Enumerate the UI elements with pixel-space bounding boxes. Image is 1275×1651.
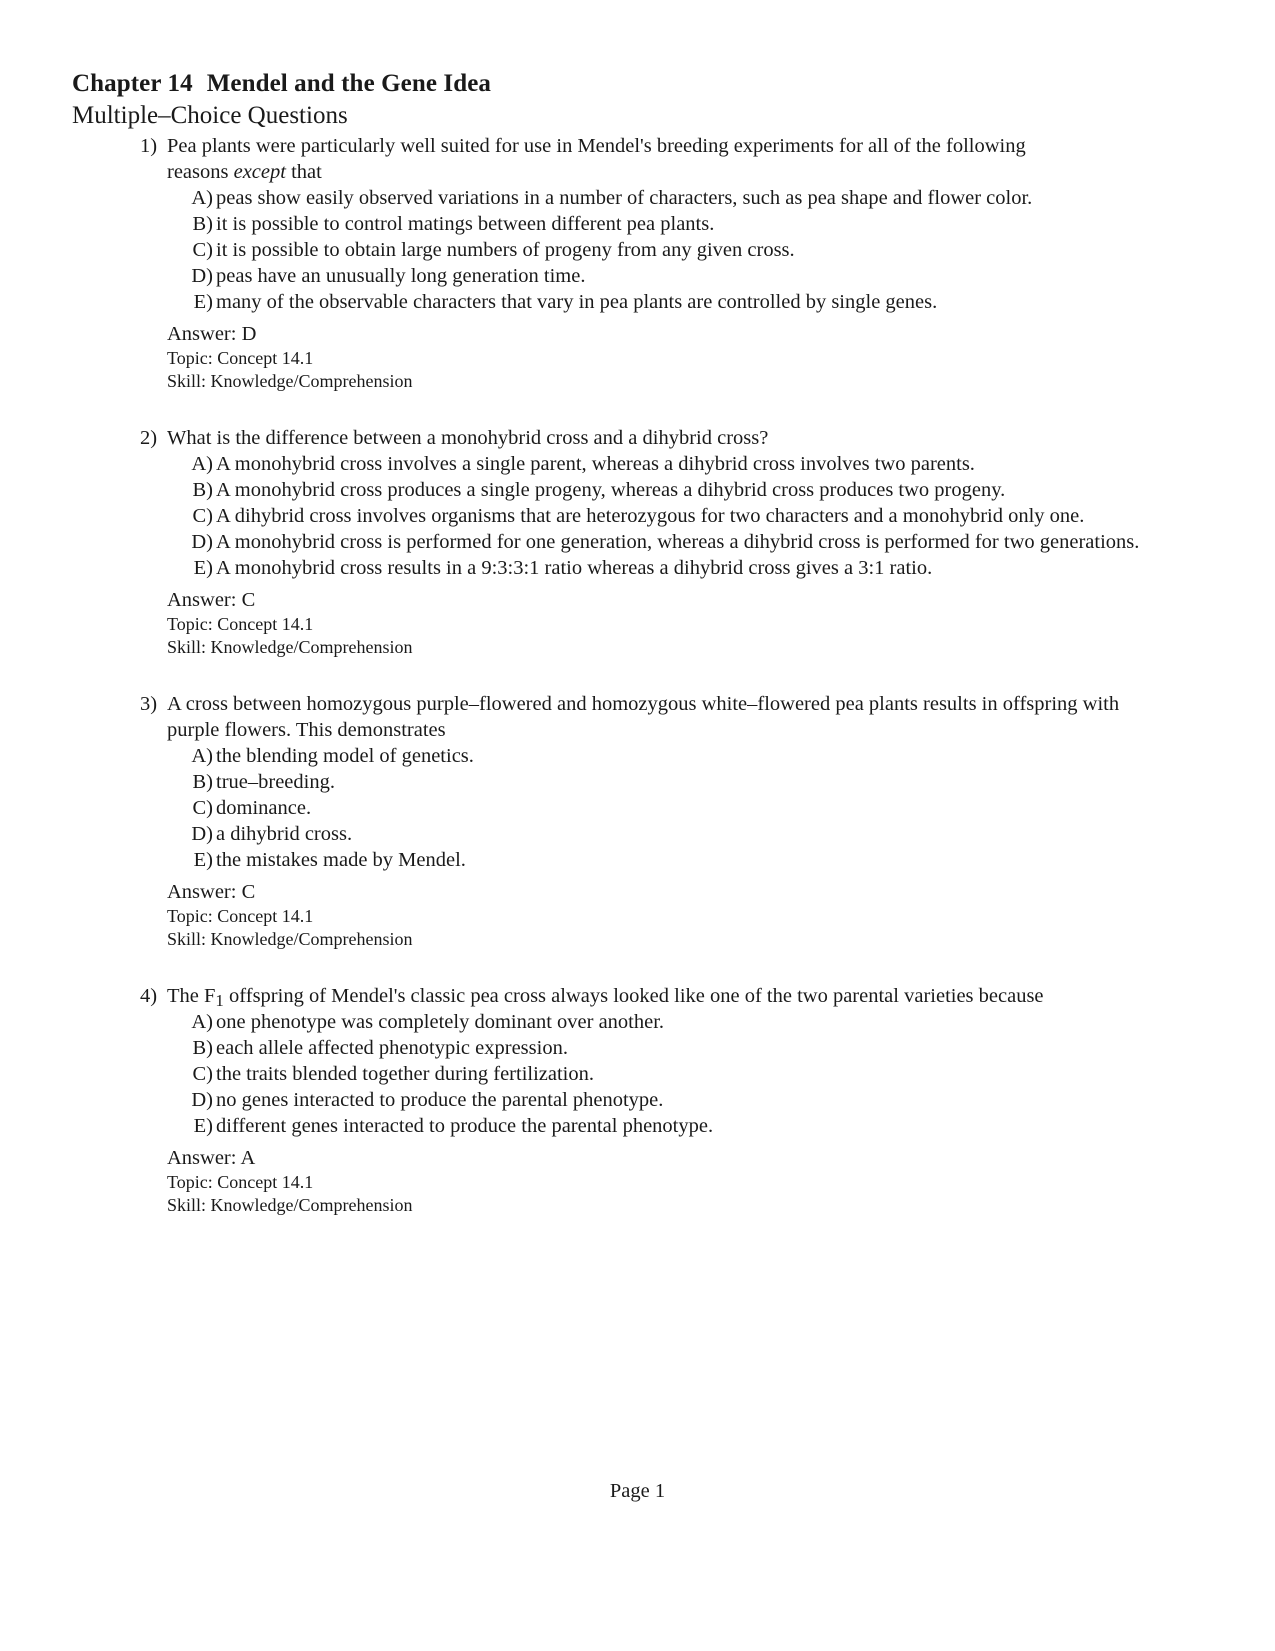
option-letter: E)	[193, 1115, 213, 1137]
option-letter: C)	[192, 505, 213, 527]
topic: Topic: Concept 14.1	[167, 1172, 314, 1192]
question-list	[140, 133, 1140, 1249]
option-c	[189, 795, 1140, 821]
skill: Skill: Knowledge/Comprehension	[167, 1195, 413, 1215]
option-letter: E)	[193, 557, 213, 579]
option-text: A monohybrid cross produces a single progeny, whereas a dihybrid cross produces two progeny.	[216, 479, 1006, 501]
section-title: Multiple–Choice Questions	[72, 102, 348, 129]
option-c	[189, 237, 1140, 263]
option-text: the blending model of genetics.	[216, 745, 474, 767]
topic: Topic: Concept 14.1	[167, 614, 314, 634]
option-letter: D)	[191, 265, 213, 287]
option-text: A monohybrid cross results in a 9:3:3:1 ratio whereas a dihybrid cross gives a 3:1 ratio.	[216, 557, 933, 579]
option-letter: C)	[192, 797, 213, 819]
option-e	[189, 289, 1140, 315]
question-number: 1)	[140, 135, 158, 157]
option-letter: A)	[191, 453, 213, 475]
stem-line-2-suffix: that	[285, 161, 322, 183]
chapter-title	[72, 70, 491, 98]
option-a	[189, 451, 1140, 477]
question-stem	[140, 983, 1140, 1009]
option-text: many of the observable characters that vary in pea plants are controlled by single genes.	[216, 291, 938, 313]
stem-line-2-prefix: reasons	[167, 161, 234, 183]
option-a	[189, 743, 1140, 769]
option-text: A monohybrid cross involves a single parent, whereas a dihybrid cross involves two parents.	[216, 453, 975, 475]
option-letter: B)	[192, 1037, 213, 1059]
option-text: A monohybrid cross is performed for one generation, whereas a dihybrid cross is performed for two generations.	[216, 531, 1140, 553]
option-letter: C)	[192, 239, 213, 261]
option-text: one phenotype was completely dominant over another.	[216, 1011, 665, 1033]
question-stem	[140, 425, 1140, 451]
stem-subscript: 1	[215, 991, 224, 1010]
option-a	[189, 185, 1140, 211]
option-letter: B)	[192, 479, 213, 501]
option-a	[189, 1009, 1140, 1035]
option-c	[189, 1061, 1140, 1087]
option-letter: E)	[193, 291, 213, 313]
answer-block	[140, 321, 1140, 393]
option-letter: D)	[191, 1089, 213, 1111]
option-b	[189, 769, 1140, 795]
question-stem	[140, 691, 1140, 743]
option-list	[140, 1009, 1140, 1139]
stem-text: A cross between homozygous purple–flowered and homozygous white–flowered pea plants results in offspring with purple flowers. This demonstrates	[167, 693, 1120, 741]
option-d	[189, 529, 1140, 555]
question-2	[140, 425, 1140, 659]
option-letter: B)	[192, 213, 213, 235]
option-list	[140, 185, 1140, 315]
option-text: no genes interacted to produce the parental phenotype.	[216, 1089, 664, 1111]
question-number: 2)	[140, 427, 158, 449]
skill: Skill: Knowledge/Comprehension	[167, 371, 413, 391]
option-text: dominance.	[216, 797, 312, 819]
chapter-name: Mendel and the Gene Idea	[206, 70, 492, 97]
option-list	[140, 451, 1140, 581]
option-letter: D)	[191, 531, 213, 553]
answer-block	[140, 879, 1140, 951]
option-letter: B)	[192, 771, 213, 793]
option-letter: D)	[191, 823, 213, 845]
stem-suffix: offspring of Mendel's classic pea cross always looked like one of the two parental varieties because	[223, 985, 1044, 1007]
option-text: the traits blended together during fertilization.	[216, 1063, 594, 1085]
question-stem	[140, 133, 1140, 185]
option-letter: C)	[192, 1063, 213, 1085]
option-letter: A)	[191, 745, 213, 767]
option-text: it is possible to obtain large numbers of progeny from any given cross.	[216, 239, 795, 261]
topic: Topic: Concept 14.1	[167, 348, 314, 368]
skill: Skill: Knowledge/Comprehension	[167, 929, 413, 949]
question-1	[140, 133, 1140, 393]
answer-block	[140, 1145, 1140, 1217]
answer: Answer: A	[167, 1147, 256, 1169]
question-number: 3)	[140, 693, 158, 715]
option-text: the mistakes made by Mendel.	[216, 849, 466, 871]
option-text: it is possible to control matings between different pea plants.	[216, 213, 715, 235]
answer: Answer: C	[167, 881, 256, 903]
answer-block	[140, 587, 1140, 659]
option-text: each allele affected phenotypic expression.	[216, 1037, 568, 1059]
skill: Skill: Knowledge/Comprehension	[167, 637, 413, 657]
option-d	[189, 263, 1140, 289]
option-text: a dihybrid cross.	[216, 823, 353, 845]
option-d	[189, 1087, 1140, 1113]
answer: Answer: D	[167, 323, 257, 345]
stem-italic-word: except	[233, 161, 286, 183]
question-number: 4)	[140, 985, 158, 1007]
question-4	[140, 983, 1140, 1217]
option-text: peas have an unusually long generation time.	[216, 265, 586, 287]
stem-prefix: The F	[167, 985, 216, 1007]
option-text: A dihybrid cross involves organisms that are heterozygous for two characters and a monohybrid only one.	[216, 505, 1085, 527]
chapter-label: Chapter 14	[72, 70, 193, 97]
option-letter: E)	[193, 849, 213, 871]
option-list	[140, 743, 1140, 873]
option-b	[189, 477, 1140, 503]
topic: Topic: Concept 14.1	[167, 906, 314, 926]
stem-text: What is the difference between a monohybrid cross and a dihybrid cross?	[167, 427, 769, 449]
option-e	[189, 847, 1140, 873]
option-c	[189, 503, 1140, 529]
stem-line-1: Pea plants were particularly well suited for use in Mendel's breeding experiments for all of the following	[167, 135, 1026, 157]
option-b	[189, 1035, 1140, 1061]
option-text: peas show easily observed variations in a number of characters, such as pea shape and flower color.	[216, 187, 1033, 209]
answer: Answer: C	[167, 589, 256, 611]
option-d	[189, 821, 1140, 847]
question-3	[140, 691, 1140, 951]
option-text: different genes interacted to produce the parental phenotype.	[216, 1115, 714, 1137]
option-letter: A)	[191, 1011, 213, 1033]
option-b	[189, 211, 1140, 237]
option-e	[189, 555, 1140, 581]
option-text: true–breeding.	[216, 771, 335, 793]
page-number: Page 1	[609, 1480, 666, 1502]
option-letter: A)	[191, 187, 213, 209]
option-e	[189, 1113, 1140, 1139]
